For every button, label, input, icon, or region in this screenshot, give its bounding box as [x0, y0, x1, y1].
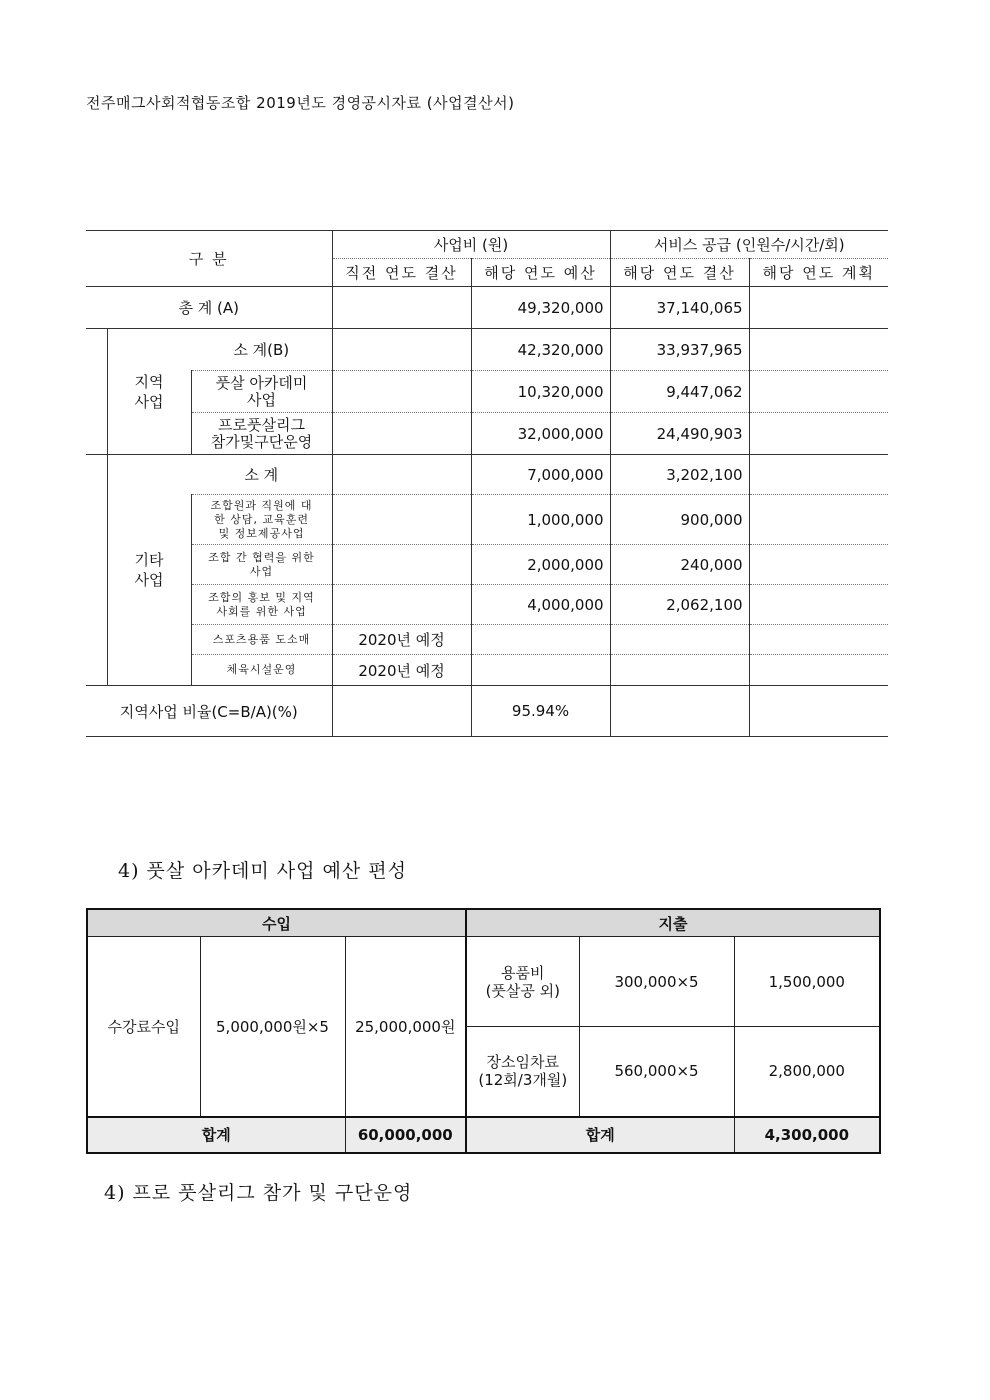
other-row-label: 체육시설운영: [191, 655, 332, 686]
expense-calc: 560,000×5: [579, 1027, 734, 1117]
academy-budget-table: [86, 908, 881, 1154]
expense-calc: 300,000×5: [579, 937, 734, 1027]
other-row-label: 조합원과 직원에 대 한 상담, 교육훈련 및 정보제공사업: [191, 495, 332, 545]
section-heading-pro-league: 4) 프로 풋살리그 참가 및 구단운영: [104, 1182, 413, 1204]
income-total: 60,000,000: [345, 1117, 466, 1153]
regional-row-budget: 10,320,000: [471, 371, 610, 413]
other-subtotal-budget: 7,000,000: [471, 455, 610, 495]
other-row-budget: 1,000,000: [471, 495, 610, 545]
document-title: 전주매그사회적협동조합 2019년도 경영공시자료 (사업결산서): [86, 94, 515, 112]
header-prev-settle: 직전 연도 결산: [332, 259, 471, 287]
expense-amount: 1,500,000: [734, 937, 880, 1027]
other-row-label: 조합 간 협력을 위한 사업: [191, 545, 332, 585]
header-curr-settle: 해당 연도 결산: [610, 259, 749, 287]
regional-row-budget: 32,000,000: [471, 413, 610, 455]
expense-total: 4,300,000: [734, 1117, 880, 1153]
regional-row-settle: 24,490,903: [610, 413, 749, 455]
income-total-label: 합계: [87, 1117, 345, 1153]
header-curr-plan: 해당 연도 계획: [749, 259, 888, 287]
business-settlement-table: [86, 230, 888, 737]
other-row-label: 스포츠용품 도소매: [191, 625, 332, 655]
income-item: 수강료수입: [87, 937, 200, 1117]
regional-subtotal-settle: 33,937,965: [610, 329, 749, 371]
total-budget: 49,320,000: [471, 287, 610, 329]
regional-subtotal-label: 소 계(B): [191, 329, 332, 371]
other-row-prev: 2020년 예정: [332, 655, 471, 686]
other-subtotal-settle: 3,202,100: [610, 455, 749, 495]
other-row-settle: 2,062,100: [610, 585, 749, 625]
ratio-label: 지역사업 비율(C=B/A)(%): [86, 686, 332, 737]
regional-subtotal-budget: 42,320,000: [471, 329, 610, 371]
income-header: 수입: [87, 909, 466, 937]
header-category: 구 분: [86, 231, 332, 287]
regional-row-settle: 9,447,062: [610, 371, 749, 413]
expense-item: 용품비 (풋살공 외): [466, 937, 579, 1027]
header-budget-group: 사업비 (원): [332, 231, 610, 259]
other-row-prev: 2020년 예정: [332, 625, 471, 655]
expense-total-label: 합계: [466, 1117, 734, 1153]
other-group-label: 기타 사업: [107, 455, 191, 686]
expense-header: 지출: [466, 909, 880, 937]
other-row-settle: 240,000: [610, 545, 749, 585]
other-row-settle: 900,000: [610, 495, 749, 545]
other-row-budget: 2,000,000: [471, 545, 610, 585]
other-row-budget: 4,000,000: [471, 585, 610, 625]
other-subtotal-label: 소 계: [191, 455, 332, 495]
total-label: 총 계 (A): [86, 287, 332, 329]
expense-amount: 2,800,000: [734, 1027, 880, 1117]
regional-row-label: 프로풋살리그 참가및구단운영: [191, 413, 332, 455]
expense-item: 장소임차료 (12회/3개월): [466, 1027, 579, 1117]
other-row-label: 조합의 홍보 및 지역 사회를 위한 사업: [191, 585, 332, 625]
regional-row-label: 풋살 아카데미 사업: [191, 371, 332, 413]
regional-group-label: 지역 사업: [107, 329, 191, 455]
ratio-value: 95.94%: [471, 686, 610, 737]
header-service-group: 서비스 공급 (인원수/시간/회): [610, 231, 888, 259]
income-amount: 25,000,000원: [345, 937, 466, 1117]
header-curr-budget: 해당 연도 예산: [471, 259, 610, 287]
section-heading-academy: 4) 풋살 아카데미 사업 예산 편성: [118, 860, 407, 882]
total-settle: 37,140,065: [610, 287, 749, 329]
income-calc: 5,000,000원×5: [200, 937, 345, 1117]
